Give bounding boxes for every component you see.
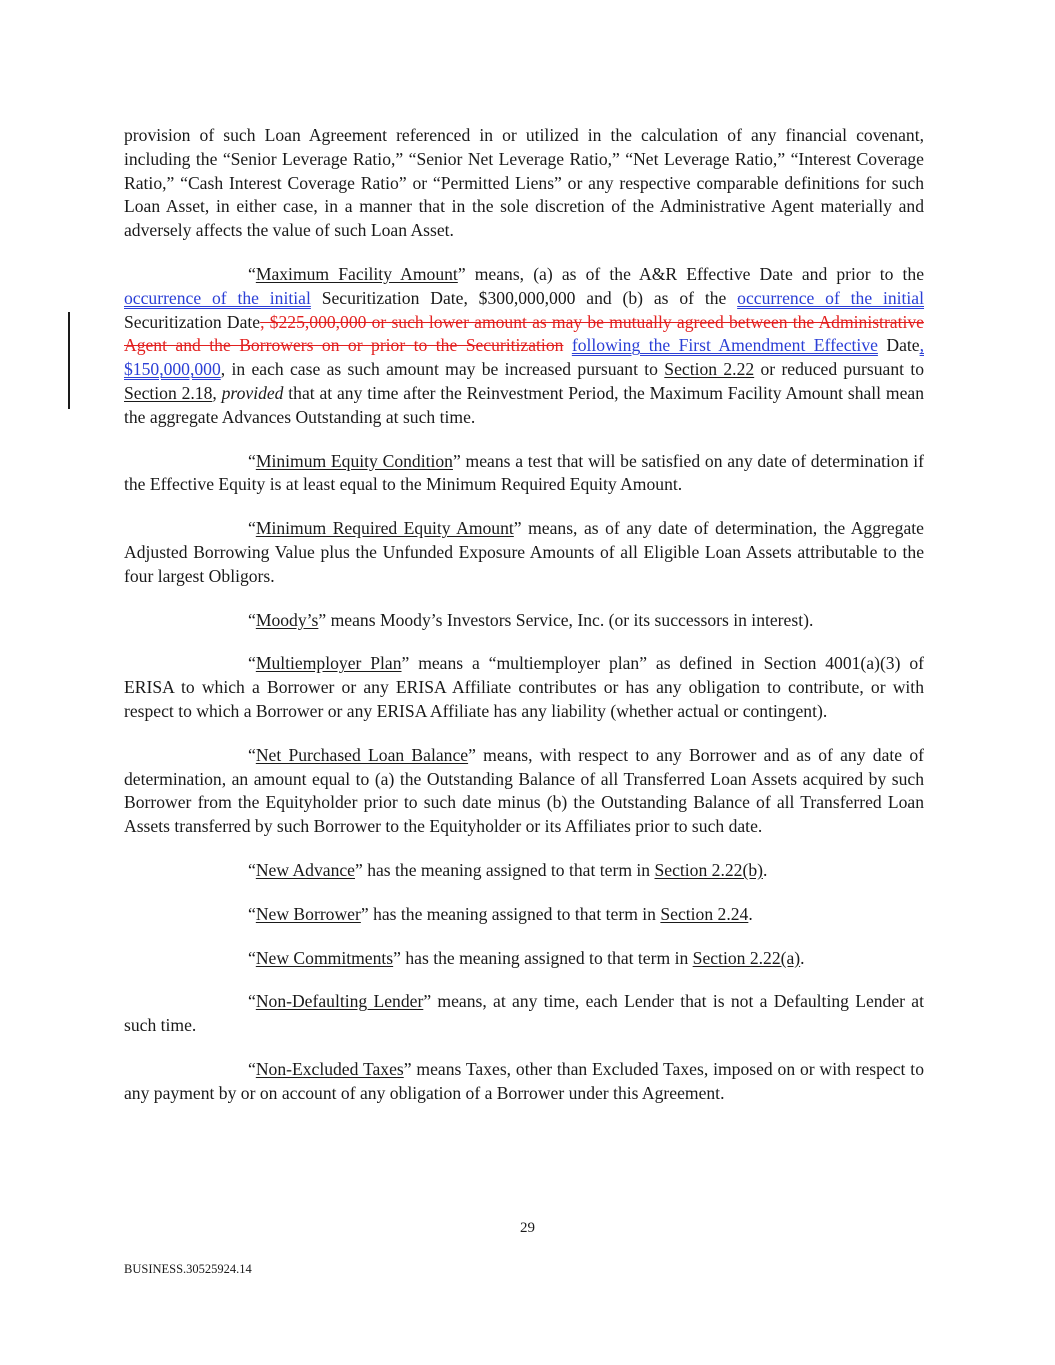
defined-term: Minimum Equity Condition — [255, 450, 453, 471]
insertion: occurrence of the initial — [124, 287, 311, 308]
quote-open: “ — [248, 263, 256, 284]
section-reference: Section 2.18 — [124, 382, 213, 403]
section-reference: Section 2.22 — [664, 359, 755, 380]
quote-open: “ — [248, 609, 256, 630]
definition-text: ” means a “multiemployer plan” as defined in Section 4001(a)(3) of ERISA to which a Borrower or any ERISA Affiliate contributes or has any obligation to contribute, or with respect to which a Borrower or any ERISA Affiliate has any liability (whether actual or contingent). — [124, 653, 924, 721]
quote-open: “ — [248, 744, 256, 765]
definition-new-borrower — [124, 903, 924, 927]
defined-term: Moody’s — [255, 609, 319, 630]
definition-multiemployer-plan — [124, 652, 924, 723]
defined-term: New Advance — [255, 859, 355, 880]
definition-text: ” means Moody’s Investors Service, Inc. (or its successors in interest). — [318, 609, 814, 630]
insertion: , $150,000,000 — [124, 335, 924, 380]
definition-new-advance — [124, 859, 924, 883]
definition-text: ” means, as of any date of determination, the Aggregate Adjusted Borrowing Value plus the Unfunded Exposure Amounts of all Eligible Loan Assets attributable to the four largest Obligors. — [124, 518, 924, 586]
quote-open: “ — [248, 947, 256, 968]
definition-text: ” has the meaning assigned to that term in — [360, 903, 661, 924]
intro-paragraph: provision of such Loan Agreement referenced in or utilized in the calculation of any financial covenant, including the “Senior Leverage Ratio,” “Senior Net Leverage Ratio,” “Net Leverage Ratio,” “Interest Coverage Ratio,” “Cash Interest Coverage Ratio” or “Permitted Liens” or any respective comparable definitions for such Loan Asset, in either case, in a manner that in the sole discretion of the Administrative Agent materially and adversely affects the value of such Loan Asset. — [124, 125, 924, 241]
section-reference: Section 2.24 — [660, 903, 749, 924]
quote-open: “ — [248, 653, 256, 674]
definition-text: ” means, with respect to any Borrower and as of any date of determination, an amount equal to (a) the Outstanding Balance of all Transferred Loan Assets acquired by such Borrower from the Equityholder prior to such date minus (b) the Outstanding Balance of all Transferred Loan Assets transferred by such Borrower to the Equityholder or its Affiliates prior to such date. — [124, 744, 924, 837]
insertion: following the First Amendment Effective — [571, 335, 878, 356]
text: Securitization Date — [124, 311, 261, 332]
definition-text: ” has the meaning assigned to that term in — [393, 947, 693, 968]
definition-text: ” means Taxes, other than Excluded Taxes, imposed on or with respect to any payment by or on account of any obligation of a Borrower under this Agreement. — [124, 1058, 924, 1103]
defined-term: New Commitments — [255, 947, 394, 968]
defined-term: Non-Defaulting Lender — [255, 991, 424, 1012]
definition-non-excluded-taxes — [124, 1058, 924, 1106]
definition-maximum-facility-amount — [124, 263, 924, 430]
defined-term: Multiemployer Plan — [255, 653, 402, 674]
text: ” means, (a) as of the A&R Effective Date and prior to the — [457, 263, 924, 284]
definition-text: ” has the meaning assigned to that term in — [354, 859, 655, 880]
defined-term: New Borrower — [255, 903, 361, 924]
definition-minimum-equity-condition — [124, 450, 924, 498]
text — [563, 335, 571, 355]
quote-open: “ — [248, 991, 256, 1012]
document-id: BUSINESS.30525924.14 — [124, 1262, 252, 1276]
quote-open: “ — [248, 450, 256, 471]
italic-term: provided — [221, 382, 284, 403]
deletion: , $225,000,000 or such lower amount as may be mutually agreed between the Administrative Agent and the Borrowers on or prior to the Securitization — [124, 311, 924, 356]
text: that at any time after the Reinvestment Period, the Maximum Facility Amount shall mean the aggregate Advances Outstanding at such time. — [124, 382, 924, 427]
quote-open: “ — [248, 518, 256, 539]
revision-change-bar — [68, 312, 70, 409]
period: . — [748, 903, 753, 924]
document-body — [124, 124, 924, 1126]
period: . — [762, 859, 768, 880]
quote-open: “ — [248, 859, 256, 880]
text: Securitization Date, $300,000,000 and (b) as of the — [310, 287, 738, 308]
defined-term: Maximum Facility Amount — [255, 263, 458, 284]
defined-term: Minimum Required Equity Amount — [255, 518, 514, 539]
quote-open: “ — [248, 1058, 256, 1079]
section-reference: Section 2.22(a) — [692, 947, 801, 968]
insertion: occurrence of the initial — [737, 287, 925, 308]
quote-open: “ — [248, 903, 256, 924]
definition-new-commitments — [124, 947, 924, 971]
definition-minimum-required-equity-amount — [124, 517, 924, 588]
page-number: 29 — [520, 1220, 535, 1236]
text: , in each case as such amount may be increased pursuant to — [220, 359, 665, 380]
definition-net-purchased-loan-balance — [124, 744, 924, 839]
text: Date — [877, 335, 920, 356]
definition-text: ” means, at any time, each Lender that is not a Defaulting Lender at such time. — [124, 991, 924, 1036]
definition-moodys — [124, 609, 924, 633]
defined-term: Net Purchased Loan Balance — [255, 744, 469, 765]
text: , — [212, 382, 222, 403]
defined-term: Non-Excluded Taxes — [255, 1058, 404, 1079]
period: . — [800, 947, 805, 968]
definition-non-defaulting-lender — [124, 990, 924, 1038]
definition-text: ” means a test that will be satisfied on any date of determination if the Effective Equity is at least equal to the Minimum Required Equity Amount. — [124, 450, 925, 495]
text: or reduced pursuant to — [754, 359, 925, 380]
section-reference: Section 2.22(b) — [654, 859, 763, 880]
